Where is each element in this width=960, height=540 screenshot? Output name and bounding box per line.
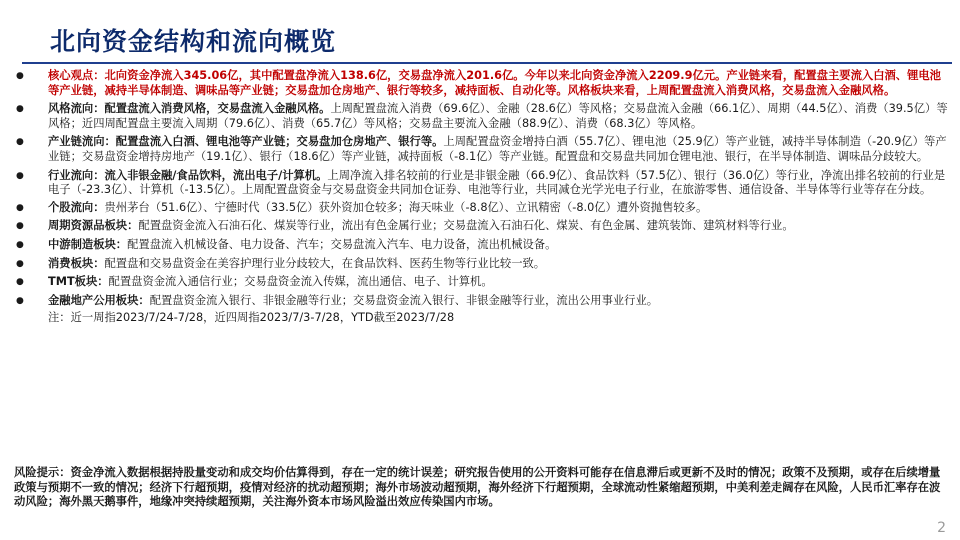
bullet-icon: ● [16,221,24,232]
item-lead: 配置盘流入白酒、锂电池等产业链；交易盘加仓房地产、银行等。 [115,135,444,149]
bullet-icon: ● [16,239,24,250]
item-text: 配置盘和交易盘资金在美容护理行业分歧较大，在食品饮料、医药生物等行业比较一致。 [104,256,546,270]
bullet-icon: ● [16,104,24,115]
item-label: 产业链流向： [48,135,116,149]
item-label: 中游制造板块： [48,237,128,251]
list-item-chain-flow [14,135,950,164]
list-item-core-view [14,69,950,98]
item-text: 上周配置盘流入消费（69.6亿）、金融（28.6亿）等风格；交易盘流入金融（66.1亿）、周期（44.5亿）、消费（39.5亿）等风格；近四周配置盘主要流入周期（79.6亿）、消费（65.7亿）等风格；交易盘主要流入金融（88.9亿）、消费（68.3亿）等风格。 [48,102,948,130]
page-title: 北向资金结构和流向概览 [50,27,337,56]
item-text: 上周净流入排名较前的行业是非银金融（66.9亿）、食品饮料（57.5亿）、银行（36.0亿）等行业，净流出排名较前的行业是电子（-23.3亿）、计算机（-13.5亿）。上周配置盘资金与交易盘资金共同加仓证券、电池等行业，共同减仓光学光电子行业，在旅游零售、通信设备、半导体等行业等存在分歧。 [48,168,946,197]
list-item-tmt-sector [14,275,950,290]
page-number: 2 [937,520,946,536]
content-body [14,69,950,326]
list-item-industry-flow [14,169,950,198]
date-note: 注：近一周指2023/7/24-7/28，近四周指2023/7/3-7/28，YTD截至2023/7/28 [48,311,455,325]
item-text: 配置盘资金流入石油石化、煤炭等行业，流出有色金属行业；交易盘流入石油石化、煤炭、有色金属、建筑装饰、建筑材料等行业。 [138,219,794,233]
item-text: 配置盘资金流入通信行业；交易盘资金流入传媒，流出通信、电子、计算机。 [108,275,493,289]
item-text: 北向资金净流入345.06亿，其中配置盘净流入138.6亿，交易盘净流入201.6亿。今年以来北向资金净流入2209.9亿元。产业链来看，配置盘主要流入白酒、锂电池等产业链，减持半导体制造、调味品等产业链；交易盘加仓房地产、银行等较多，减持面板、自动化等。风格板块来看，上周配置盘流入消费风格，交易盘流入金融风格。 [48,69,941,97]
list-item-cycle-sector [14,219,950,234]
title-divider [22,62,952,64]
item-label: 金融地产公用板块： [48,293,150,307]
risk-warning: 风险提示：资金净流入数据根据持股量变动和成交均价估算得到，存在一定的统计误差；研究报告使用的公开资料可能存在信息滞后或更新不及时的情况；政策不及预期，或存在后续增量政策与预期不一致的情况；经济下行超预期，疫情对经济的扰动超预期；海外市场波动超预期，海外经济下行超预期，全球流动性紧缩超预期，中美利差走阔存在风险，人民币汇率存在波动风险；海外黑天鹅事件，地缘冲突持续超预期，关注海外资本市场风险溢出效应传染国内市场。 [14,466,941,509]
bullet-icon: ● [16,137,24,148]
item-lead: 流入非银金融/食品饮料，流出电子/计算机。 [104,168,328,182]
bullet-icon: ● [16,170,24,181]
item-lead: 配置盘流入消费风格，交易盘流入金融风格。 [104,102,331,116]
item-text: 配置盘流入机械设备、电力设备、汽车；交易盘流入汽车、电力设备，流出机械设备。 [127,237,557,251]
list-item-midstream-sector [14,238,950,253]
item-label: 个股流向： [48,200,105,214]
list-item-stock-flow [14,201,950,216]
item-label: 周期资源品板块： [48,219,139,233]
bullet-icon: ● [16,258,24,269]
item-label: 行业流向： [48,168,105,182]
list-item-consumer-sector [14,257,950,272]
list-item-finance-sector [14,294,950,309]
item-text: 配置盘资金流入银行、非银金融等行业；交易盘资金流入银行、非银金融等行业，流出公用事业行业。 [149,293,659,307]
bullet-icon: ● [16,71,24,81]
item-label: 风格流向： [48,102,105,116]
item-label: TMT板块： [48,275,109,289]
item-text: 上周配置盘资金增持白酒（55.7亿）、锂电池（25.9亿）等产业链，减持半导体制造（-20.9亿）等产业链；交易盘资金增持房地产（19.1亿）、银行（18.6亿）等产业链，减持面板（-8.1亿）等产业链。配置盘和交易盘共同加仓锂电池、银行，在半导体制造、调味品分歧较大。 [48,135,947,163]
bullet-icon: ● [16,202,24,213]
bullet-icon: ● [16,295,24,306]
item-text: 贵州茅台（51.6亿）、宁德时代（33.5亿）获外资加仓较多；海天味业（-8.8亿）、立讯精密（-8.0亿）遭外资抛售较多。 [104,200,708,214]
item-label: 消费板块： [48,256,105,270]
bullet-icon: ● [16,277,24,288]
list-item-style-flow [14,102,950,131]
item-label: 核心观点： [48,69,105,82]
